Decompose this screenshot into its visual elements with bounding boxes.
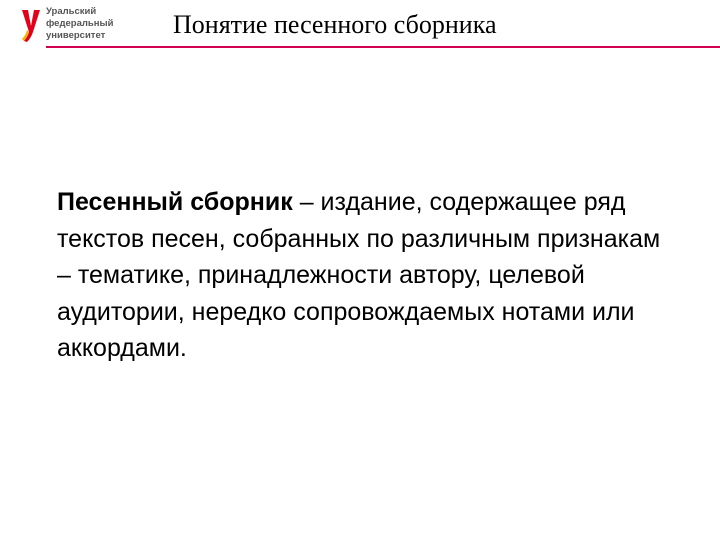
logo-line: университет xyxy=(46,30,106,41)
logo-line: федеральный xyxy=(46,18,114,29)
logo-line: Уральский xyxy=(46,6,97,17)
university-logo xyxy=(20,6,140,46)
definition-paragraph xyxy=(57,184,677,367)
university-logo-icon xyxy=(20,8,42,44)
university-logo-text xyxy=(46,6,113,42)
page-title: Понятие песенного сборника xyxy=(173,10,497,39)
title-divider xyxy=(46,46,720,48)
definition-term: Песенный сборник xyxy=(57,188,293,216)
definition-text: – издание, содержащее ряд текстов песен, собранных по различным признакам – тематике, принадлежности автору, целевой аудитории, нередко сопровождаемых нотами или аккордами. xyxy=(57,188,661,362)
